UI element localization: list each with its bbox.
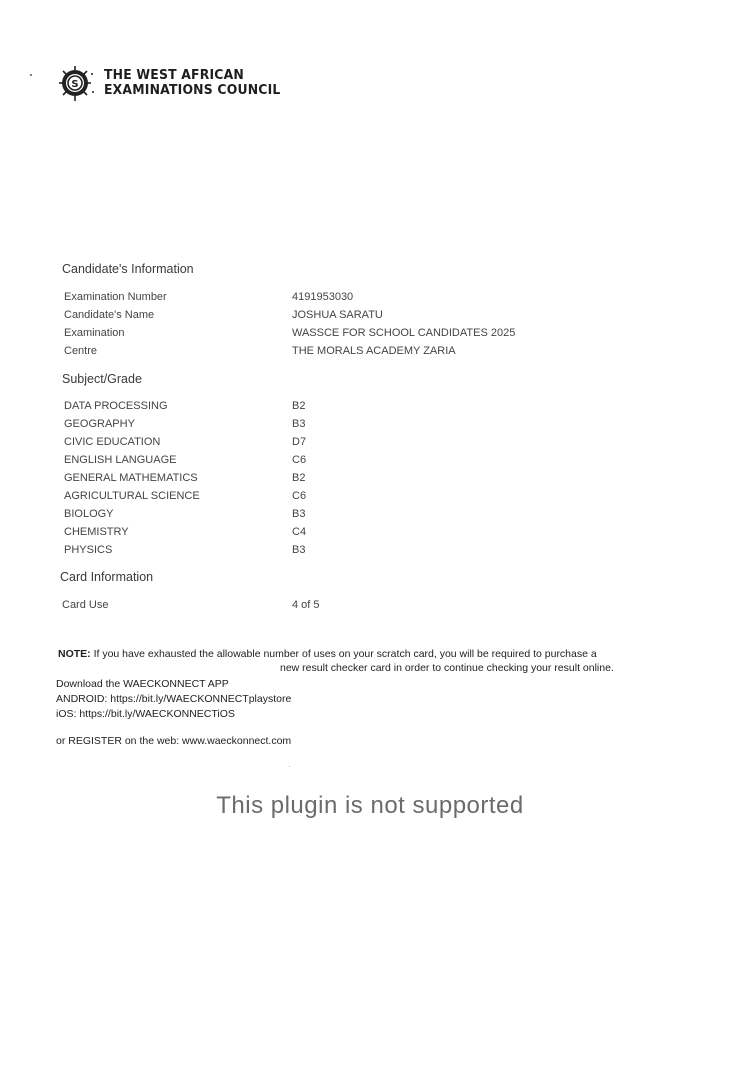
subject-grade: B2 [292, 400, 306, 412]
waec-seal-icon [56, 62, 98, 104]
subject-grade: C6 [292, 490, 307, 502]
download-title: Download the WAECKONNECT APP [56, 678, 229, 690]
android-link[interactable]: ANDROID: https://bit.ly/WAECKONNECTplaystore [56, 693, 292, 705]
card-use-value: 4 of 5 [292, 599, 320, 611]
subject-name: CIVIC EDUCATION [64, 436, 161, 448]
subject-name: BIOLOGY [64, 508, 114, 520]
subject-grade: B3 [292, 418, 306, 430]
centre-label: Centre [64, 345, 98, 357]
examination-value: WASSCE FOR SCHOOL CANDIDATES 2025 [292, 327, 516, 339]
subject-grade: B3 [292, 544, 306, 556]
waec-logo [56, 62, 296, 104]
org-name-line2: EXAMINATIONS COUNCIL [104, 82, 281, 98]
note-text: If you have exhausted the allowable number of uses on your scratch card, you will be required to purchase a [90, 648, 597, 660]
ios-link[interactable]: iOS: https://bit.ly/WAECKONNECTiOS [56, 708, 235, 720]
subject-name: GENERAL MATHEMATICS [64, 472, 198, 484]
subject-name: ENGLISH LANGUAGE [64, 454, 177, 466]
subject-grade: C4 [292, 526, 307, 538]
candidate-info-title: Candidate's Information [62, 262, 194, 276]
subject-grade: B3 [292, 508, 306, 520]
subject-name: DATA PROCESSING [64, 400, 168, 412]
candidate-name-label: Candidate's Name [64, 309, 155, 321]
subject-name: GEOGRAPHY [64, 418, 135, 430]
card-info-title: Card Information [60, 570, 154, 584]
plugin-unsupported-message: This plugin is not supported [216, 792, 524, 819]
card-use-label: Card Use [62, 599, 109, 611]
subject-grade: B2 [292, 472, 306, 484]
subject-name: AGRICULTURAL SCIENCE [64, 490, 200, 502]
examination-label: Examination [64, 327, 125, 339]
candidate-name-value: JOSHUA SARATU [292, 309, 383, 321]
subject-grade: D7 [292, 436, 307, 448]
exam-number-value: 4191953030 [292, 291, 354, 303]
note-line1 [58, 648, 597, 660]
centre-value: THE MORALS ACADEMY ZARIA [292, 345, 456, 357]
subject-name: CHEMISTRY [64, 526, 129, 538]
note-prefix: NOTE: [58, 648, 91, 660]
stray-dot [30, 74, 32, 76]
register-link[interactable]: or REGISTER on the web: www.waeckonnect.com [56, 735, 292, 747]
subject-grade-title: Subject/Grade [62, 372, 142, 386]
stray-speck [289, 766, 290, 767]
subject-name: PHYSICS [64, 544, 113, 556]
subject-grade: C6 [292, 454, 307, 466]
org-name-line1: THE WEST AFRICAN [104, 67, 244, 83]
note-line2: new result checker card in order to continue checking your result online. [280, 662, 614, 674]
svg-text:S: S [71, 79, 79, 90]
exam-number-label: Examination Number [64, 291, 167, 303]
